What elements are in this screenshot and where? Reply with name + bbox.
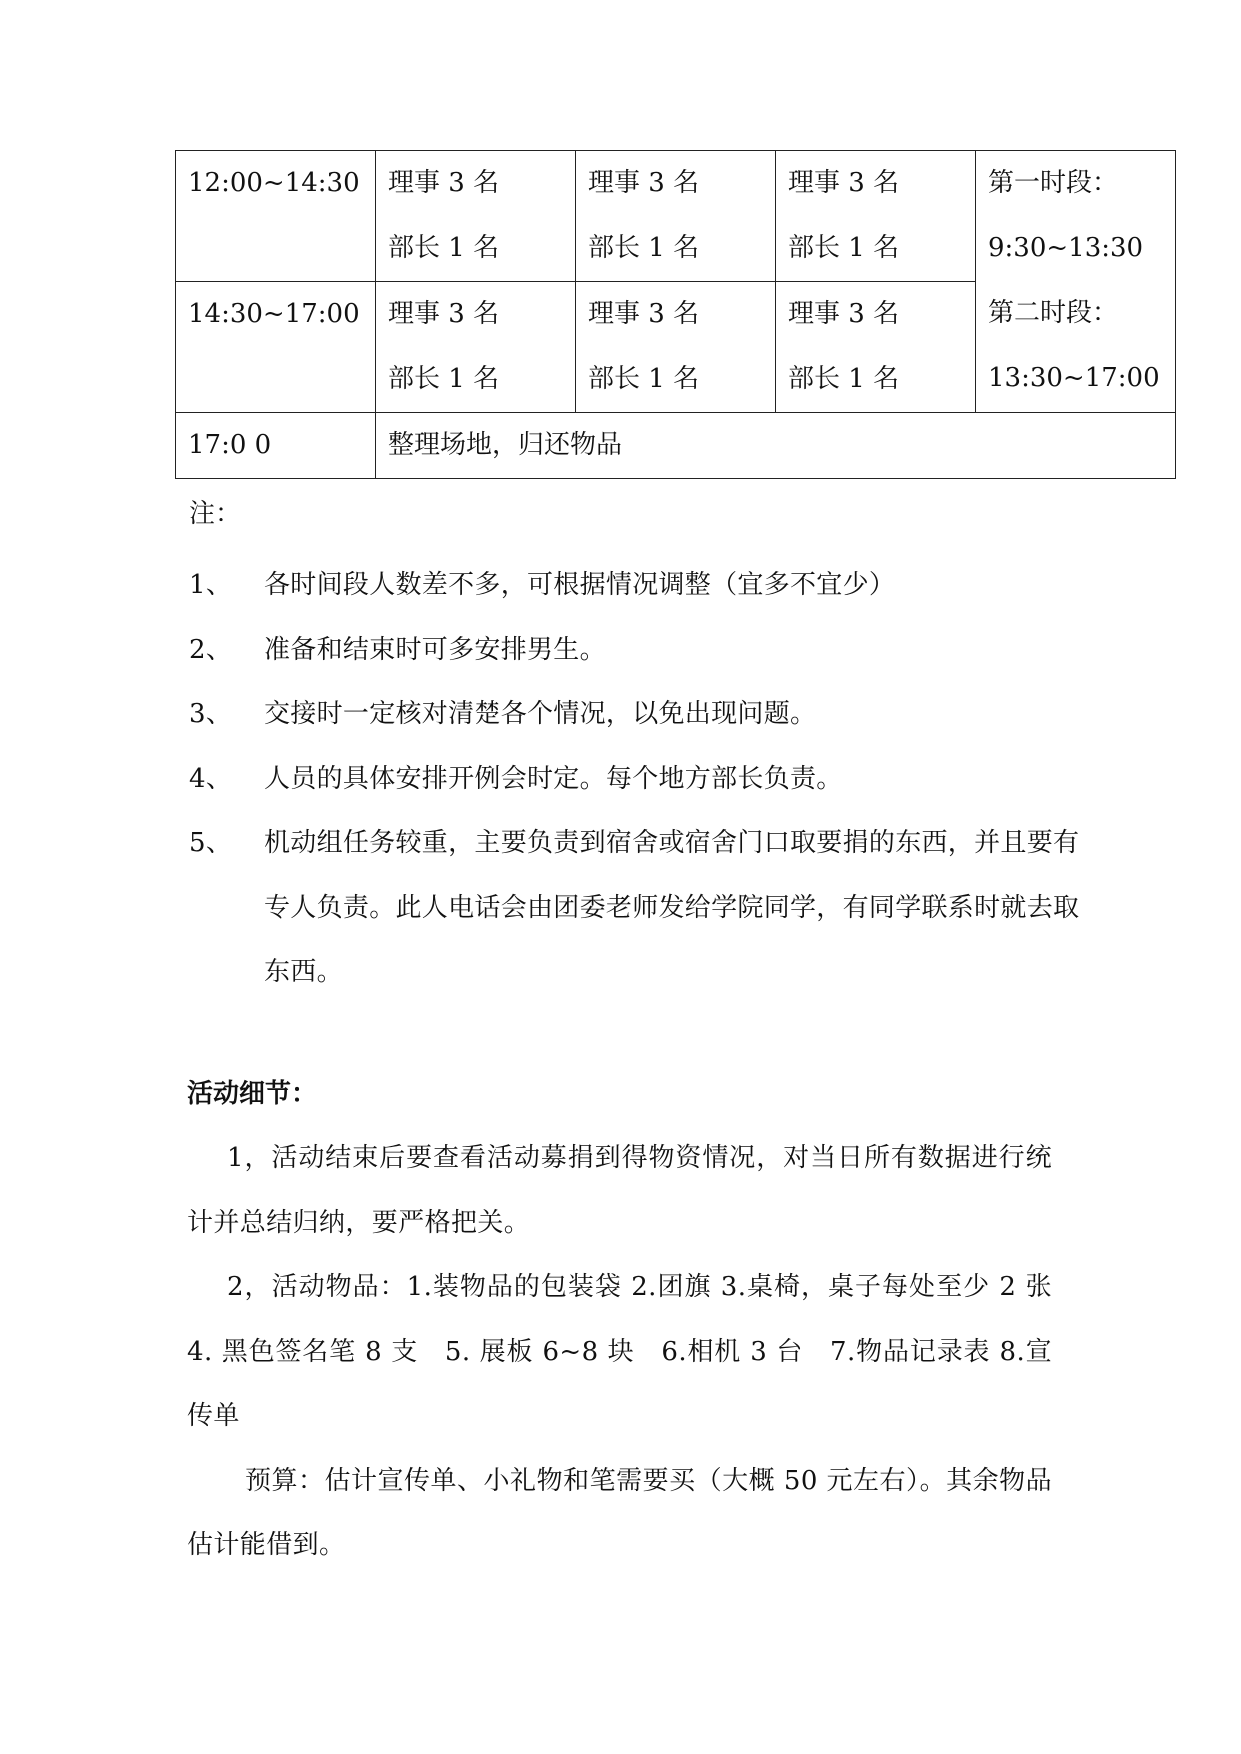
period-line: 9:30~13:30 xyxy=(988,233,1144,263)
staff-cell xyxy=(576,151,776,282)
period-cell xyxy=(976,151,1176,413)
schedule-row xyxy=(176,151,1176,282)
notes-list xyxy=(189,553,1089,1005)
item-text: 人员的具体安排开例会时定。每个地方部长负责。 xyxy=(264,763,843,794)
item-number: 4、 xyxy=(189,763,233,794)
staff-line: 理事 3 名 xyxy=(588,168,700,198)
time-label: 17:0 0 xyxy=(188,430,272,460)
item-number: 1、 xyxy=(189,570,233,600)
staff-cell xyxy=(376,282,576,413)
time-cell xyxy=(176,282,376,413)
item-number: 5、 xyxy=(189,828,233,858)
staff-line: 理事 3 名 xyxy=(388,168,500,198)
staff-cell xyxy=(376,151,576,282)
staff-line: 部长 1 名 xyxy=(388,364,500,394)
schedule-table xyxy=(175,150,1176,479)
time-cell xyxy=(176,413,376,479)
item-text: 各时间段人数差不多，可根据情况调整（宜多不宜少） xyxy=(264,570,896,600)
details-heading: 活动细节： xyxy=(187,1079,318,1109)
list-item xyxy=(189,553,1089,618)
budget-paragraph: 预算：估计宣传单、小礼物和笔需要买（大概 50 元左右）。其余物品估计能借到。 xyxy=(187,1465,1052,1560)
staff-line: 理事 3 名 xyxy=(788,299,900,329)
list-item xyxy=(189,811,1089,1005)
item-number: 3、 xyxy=(189,699,233,729)
staff-line: 理事 3 名 xyxy=(788,168,900,198)
period-line: 第一时段： xyxy=(988,168,1119,198)
staff-line: 部长 1 名 xyxy=(588,364,700,394)
item-text: 准备和结束时可多安排男生。 xyxy=(264,634,606,665)
item-text: 交接时一定核对清楚各个情况，以免出现问题。 xyxy=(264,699,817,729)
item-text: 机动组任务较重，主要负责到宿舍或宿舍门口取要捐的东西，并且要有专人负责。此人电话会由团委老师发给学院同学，有同学联系时就去取东西。 xyxy=(264,828,1080,987)
staff-line: 部长 1 名 xyxy=(788,364,900,394)
time-cell xyxy=(176,151,376,282)
staff-cell xyxy=(576,282,776,413)
list-item xyxy=(189,682,1089,747)
staff-cell xyxy=(776,282,976,413)
list-item xyxy=(189,747,1089,812)
staff-line: 部长 1 名 xyxy=(788,233,900,263)
time-label: 12:00~14:30 xyxy=(188,168,360,198)
time-label: 14:30~17:00 xyxy=(188,299,360,329)
staff-line: 理事 3 名 xyxy=(588,299,700,329)
period-line: 第二时段： xyxy=(988,298,1119,328)
period-line: 13:30~17:00 xyxy=(988,363,1160,393)
details-body xyxy=(187,1126,1052,1578)
schedule-final-row xyxy=(176,413,1176,479)
staff-cell xyxy=(776,151,976,282)
task-cell xyxy=(376,413,1176,479)
notes-heading: 注： xyxy=(189,499,242,529)
task-label: 整理场地，归还物品 xyxy=(388,430,623,460)
details-paragraph: 2，活动物品：1.装物品的包装袋 2.团旗 3.桌椅，桌子每处至少 2 张 4. 黑色签名笔 8 支 5. 展板 6~8 块 6.相机 3 台 7.物品记录表 8.宣传单 xyxy=(187,1272,1052,1431)
details-paragraph: 1，活动结束后要查看活动募捐到得物资情况，对当日所有数据进行统计并总结归纳，要严格把关。 xyxy=(187,1143,1052,1238)
item-number: 2、 xyxy=(189,634,233,665)
staff-line: 理事 3 名 xyxy=(388,299,500,329)
staff-line: 部长 1 名 xyxy=(388,233,500,263)
staff-line: 部长 1 名 xyxy=(588,233,700,263)
list-item xyxy=(189,618,1089,683)
